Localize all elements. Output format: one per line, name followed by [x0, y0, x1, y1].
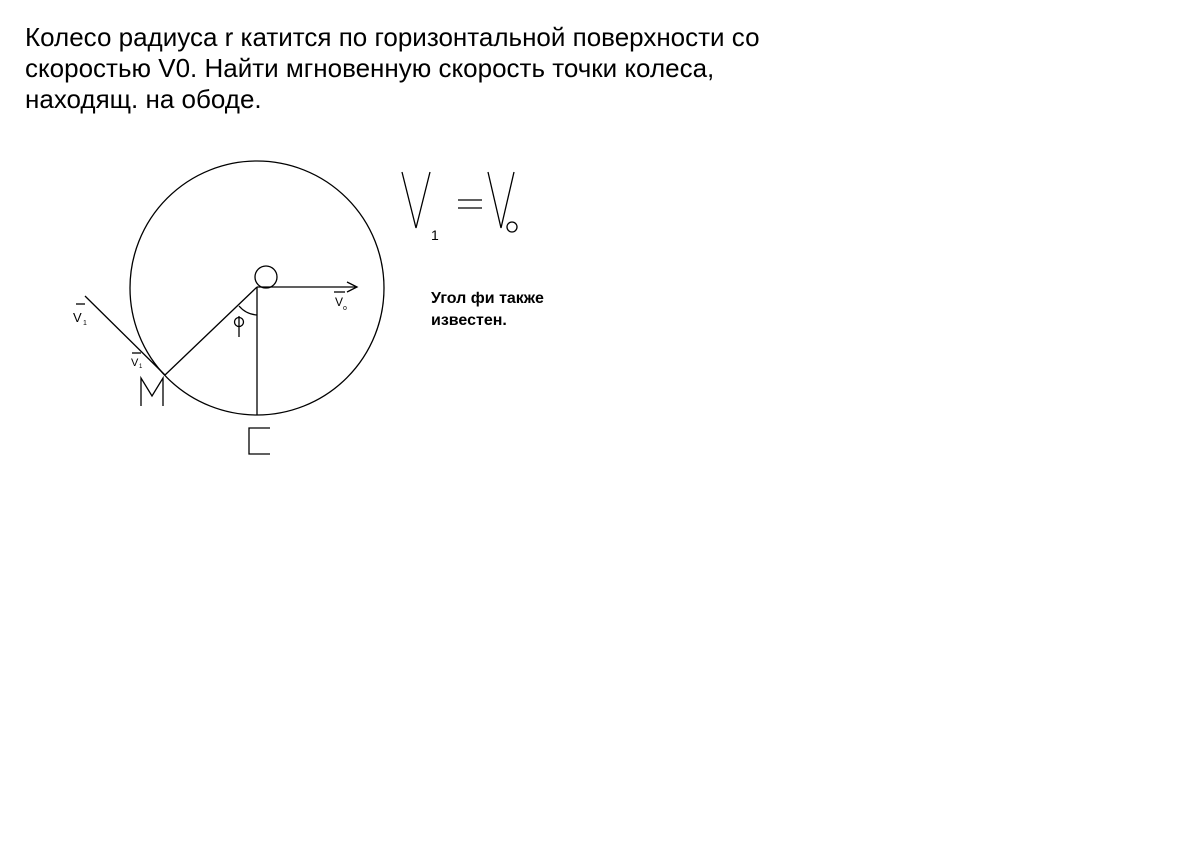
- center-marker: [255, 266, 277, 288]
- eq-v1: [402, 172, 430, 228]
- v1-label: V: [73, 310, 82, 325]
- letter-c: [249, 428, 270, 454]
- problem-line-1: Колесо радиуса r катится по горизонтальной поверхности со: [25, 22, 760, 52]
- radius-to-m: [165, 287, 257, 375]
- problem-line-3: находящ. на ободе.: [25, 84, 262, 114]
- v1-label-sub: 1: [83, 320, 87, 327]
- eq-v0: [488, 172, 514, 228]
- v0-label: V: [335, 295, 344, 309]
- eq-sub-one: 1: [431, 227, 439, 243]
- note-line-1: Угол фи также: [431, 290, 544, 307]
- eq-sub-zero: [507, 222, 517, 232]
- v0-label-sub: o: [343, 305, 347, 312]
- problem-line-2: скоростью V0. Найти мгновенную скорость точки колеса,: [25, 53, 715, 83]
- letter-m: [141, 378, 163, 406]
- v1-small-label: V: [131, 357, 139, 369]
- angle-arc: [239, 306, 257, 315]
- v1-arrow: [85, 296, 165, 375]
- note-line-2: известен.: [431, 312, 507, 329]
- v1-small-label-sub: 1: [139, 364, 143, 370]
